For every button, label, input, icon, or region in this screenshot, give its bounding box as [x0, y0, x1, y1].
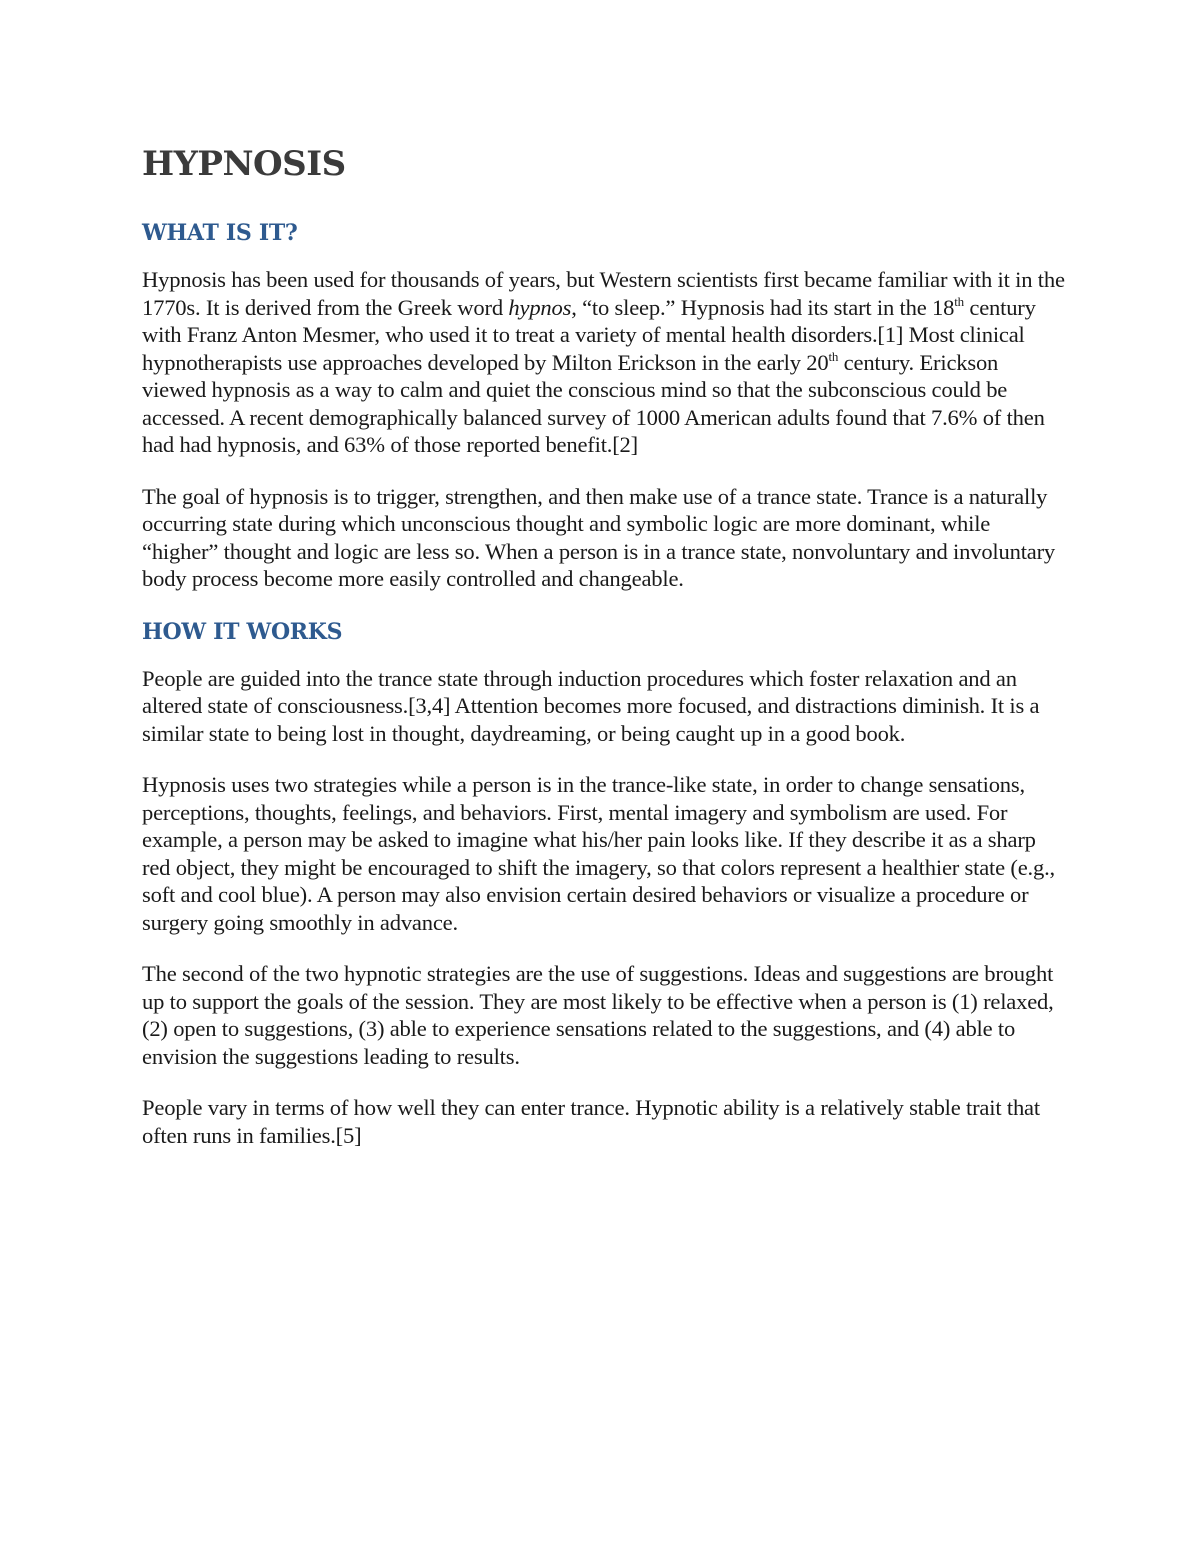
section-heading-how-it-works: HOW IT WORKS — [142, 618, 343, 645]
paragraph-history-text-3: century with Franz Anton Mesmer, who used it to treat a variety of mental health disorders.[1] Most clinical hypnotherapists use approaches developed by Milton Erickson in the early 20 — [142, 294, 1036, 375]
paragraph-history — [142, 266, 1067, 459]
section-heading-what-is-it: WHAT IS IT? — [142, 220, 298, 246]
paragraph-history-text-1: Hypnosis has been used for thousands of years, but Western scientists first became familiar with it in the 1770s. It is derived from the Greek word — [142, 267, 1065, 320]
ordinal-suffix: th — [828, 348, 839, 364]
ordinal-suffix: th — [954, 293, 964, 309]
paragraph-trance-goal: The goal of hypnosis is to trigger, strengthen, and then make use of a trance state. Trance is a naturally occurring state during which unconscious thought and symbolic logic are more dominant, while “higher” thought and logic are less so. When a person is in a trance state, nonvoluntary and involuntary body process become more easily controlled and changeable. — [142, 483, 1056, 591]
document-title: HYPNOSIS — [142, 144, 346, 184]
paragraph-suggestions: The second of the two hypnotic strategies are the use of suggestions. Ideas and suggestions are brought up to support the goals of the session. They are most likely to be effective when a person is (1) relaxed, (2) open to suggestions, (3) able to experience sensations related to the suggestions, and (4) able to envision the suggestions leading to results. — [142, 961, 1054, 1069]
paragraph-induction: People are guided into the trance state through induction procedures which foster relaxation and an altered state of consciousness.[3,4] Attention becomes more focused, and distractions diminish. It is a similar state to being lost in thought, daydreaming, or being caught up in a good book. — [142, 665, 1040, 746]
paragraph-history-text-2: , “to sleep.” Hypnosis had its start in the 18 — [571, 294, 955, 320]
paragraph-hypnotic-ability: People vary in terms of how well they can enter trance. Hypnotic ability is a relatively stable trait that often runs in families.[5] — [142, 1095, 1040, 1148]
paragraph-history-text-4: century. Erickson viewed hypnosis as a way to calm and quiet the conscious mind so that the subconscious could be accessed. A recent demographically balanced survey of 1000 American adults found that 7.6% of then had had hypnosis, and 63% of those reported benefit.[2] — [142, 349, 1045, 457]
italic-term-hypnos: hypnos — [508, 294, 572, 320]
document-page — [142, 140, 1067, 1149]
paragraph-strategies: Hypnosis uses two strategies while a person is in the trance-like state, in order to change sensations, perceptions, thoughts, feelings, and behaviors. First, mental imagery and symbolism are used. For example, a person may be asked to imagine what his/her pain looks like. If they describe it as a sharp red object, they might be encouraged to shift the imagery, so that colors represent a healthier state (e.g., soft and cool blue). A person may also envision certain desired behaviors or visualize a procedure or surgery going smoothly in advance. — [142, 772, 1055, 935]
